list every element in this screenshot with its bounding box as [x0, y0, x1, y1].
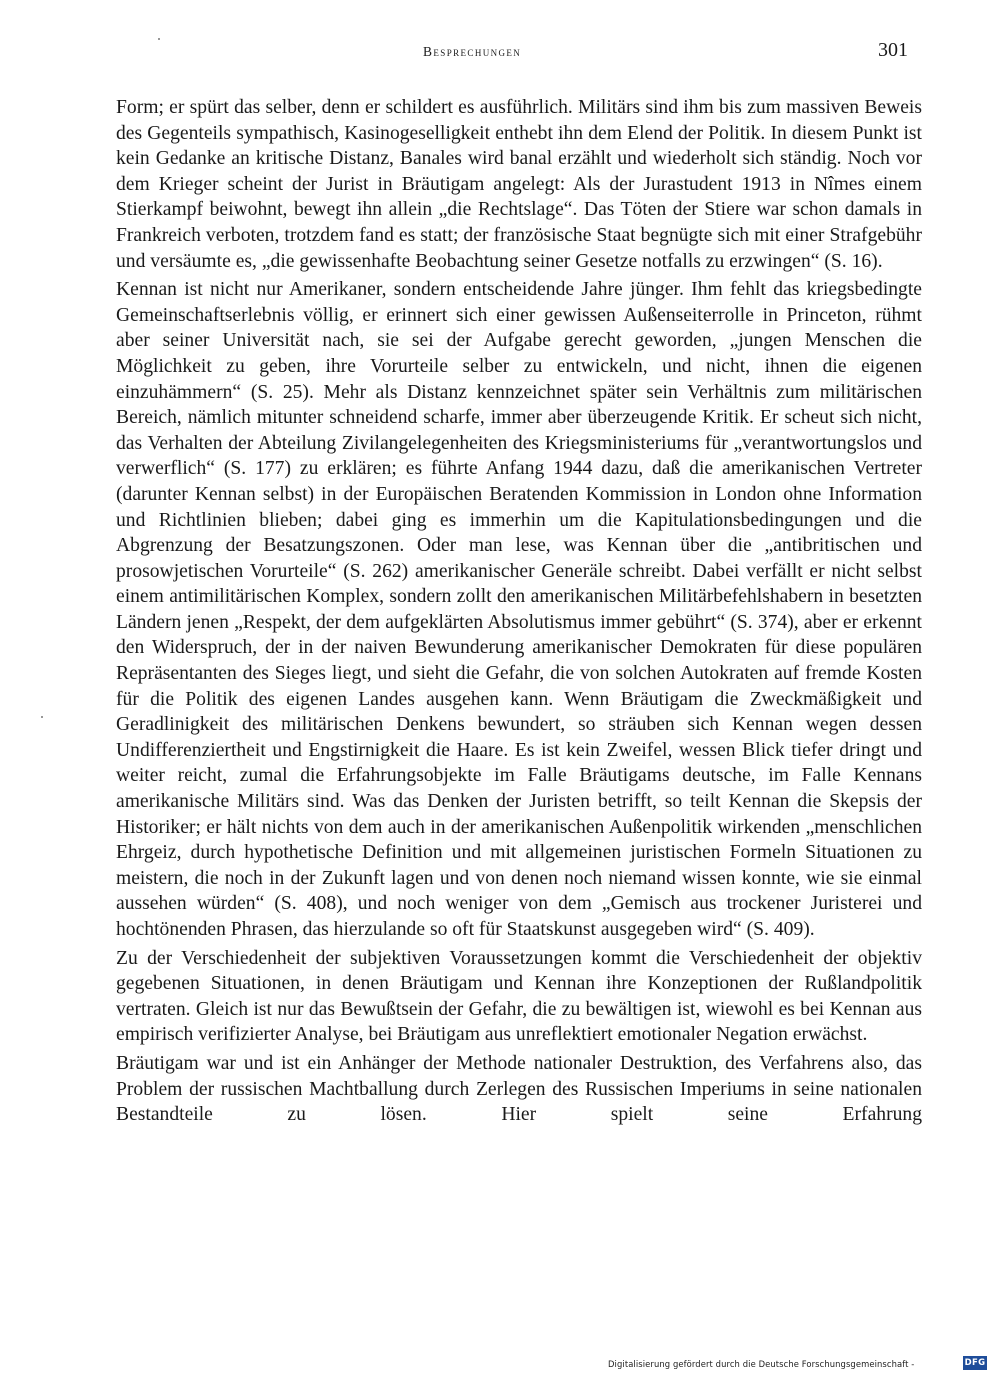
running-header: Besprechungen: [423, 44, 522, 59]
paragraph: Kennan ist nicht nur Amerikaner, sondern entscheidende Jahre jünger. Ihm fehlt das kriegsbedingte Gemeinschaftserlebnis völlig, er erinnert sich einer gewissen Außenseiterrolle in Princeton, rühmt aber seiner Universität nach, sie sei der Aufgabe gerecht geworden, „jungen Menschen die Möglichkeit zu geben, ihre Vorurteile selber zu entwickeln, und nicht, ihnen die eigenen einzuhämmern“ (S. 25). Mehr als Distanz kennzeichnet später sein Verhältnis zum militärischen Bereich, nämlich mitunter schneidend scharfe, immer aber überzeugende Kritik. Er scheut sich nicht, das Verhalten der Abteilung Zivilangelegenheiten des Kriegsministeriums für „verantwortungslos und verwerflich“ (S. 177) zu erklären; es führte Anfang 1944 dazu, daß die amerikanischen Vertreter (darunter Kennan selbst) in der Europäischen Beratenden Kommission in London ohne Information und Richtlinien blieben; dabei ging es immerhin um die Kapitulationsbedingungen und die Abgrenzung der Besatzungszonen. Oder man lese, was Kennan über die „antibritischen und prosowjetischen Vorurteile“ (S. 262) amerikanischer Generäle schreibt. Dabei verfällt er nicht selbst einem antimilitärischen Komplex, sondern zollt den amerikanischen Militärbefehlshabern in besetzten Ländern jenen „Respekt, der dem aufgeklärten Absolutismus immer gebührt“ (S. 374), aber er erkennt den Widerspruch, der in der naiven Bewunderung amerikanischer Demokraten für diese populären Repräsentanten des Sieges liegt, und sieht die Gefahr, die von solchen Autokraten auf fremde Kosten für die Politik des eigenen Landes ausgehen kann. Wenn Bräutigam die Zweckmäßigkeit und Geradlinigkeit des militärischen Denkens bewundert, so sträuben sich Kennan wegen dessen Undifferenziertheit und Engstirnigkeit die Haare. Es ist kein Zweifel, wessen Blick tiefer dringt und weiter reicht, zumal die Erfahrungsobjekte im Falle Bräutigams deutsche, im Falle Kennans amerikanische Militärs sind. Was das Denken der Juristen betrifft, so teilt Kennan die Skepsis der Historiker; er hält nichts von dem auch in der amerikanischen Außenpolitik wirkenden „menschlichen Ehrgeiz, durch hypothetische Definition und mit allgemeinen juristischen Formeln Situationen zu meistern, die noch in der Zukunft lagen und von denen noch niemand wissen konnte, wie sie einmal aussehen würden“ (S. 408), und noch weniger von dem „Gemisch aus trockener Juristerei und hochtönenden Phrasen, das hierzulande so oft für Staatskunst ausgegeben wird“ (S. 409).: [116, 279, 922, 940]
page-number: 301: [878, 39, 908, 61]
scan-speck: [158, 38, 160, 40]
body-text: [116, 95, 922, 1131]
scan-speck: [41, 716, 43, 718]
paragraph: Form; er spürt das selber, denn er schildert es ausführlich. Militärs sind ihm bis zum massiven Beweis des Gegenteils sympathisch, Kasinogeselligkeit enthebt ihn dem Elend der Politik. In diesem Punkt ist kein Gedanke an kritische Distanz, Banales wird banal erzählt und wiederholt sich ständig. Noch vor dem Krieger scheint der Jurist in Bräutigam angelegt: Als der Jurastudent 1913 in Nîmes einem Stierkampf beiwohnt, bewegt ihn allein „die Rechtslage“. Das Töten der Stiere war schon damals in Frankreich verboten, trotzdem fand es statt; der französische Staat begnügte sich mit einer Strafgebühr und versäumte es, „die gewissenhafte Beobachtung seiner Gesetze notfalls zu erzwingen“ (S. 16).: [116, 97, 922, 272]
digitization-credit: Digitalisierung gefördert durch die Deutsche Forschungsgemeinschaft -: [608, 1359, 915, 1369]
dfg-logo: DFG: [964, 1358, 986, 1368]
paragraph: Zu der Verschiedenheit der subjektiven Voraussetzungen kommt die Verschiedenheit der objektiv gegebenen Situationen, in denen Bräutigam und Kennan ihre Konzeptionen der Rußlandpolitik vertraten. Gleich ist nur das Bewußtsein der Gefahr, die zu bewältigen ist, wiewohl es bei Kennan aus empirisch verifizierter Analyse, bei Bräutigam aus unreflektiert emotionaler Negation erwächst.: [116, 947, 922, 1046]
paragraph: Bräutigam war und ist ein Anhänger der Methode nationaler Destruktion, des Verfahrens also, das Problem der russischen Machtballung durch Zerlegen des Russischen Imperiums in seine nationalen Bestandteile zu lösen. Hier spielt seine Erfahrung: [116, 1052, 922, 1126]
